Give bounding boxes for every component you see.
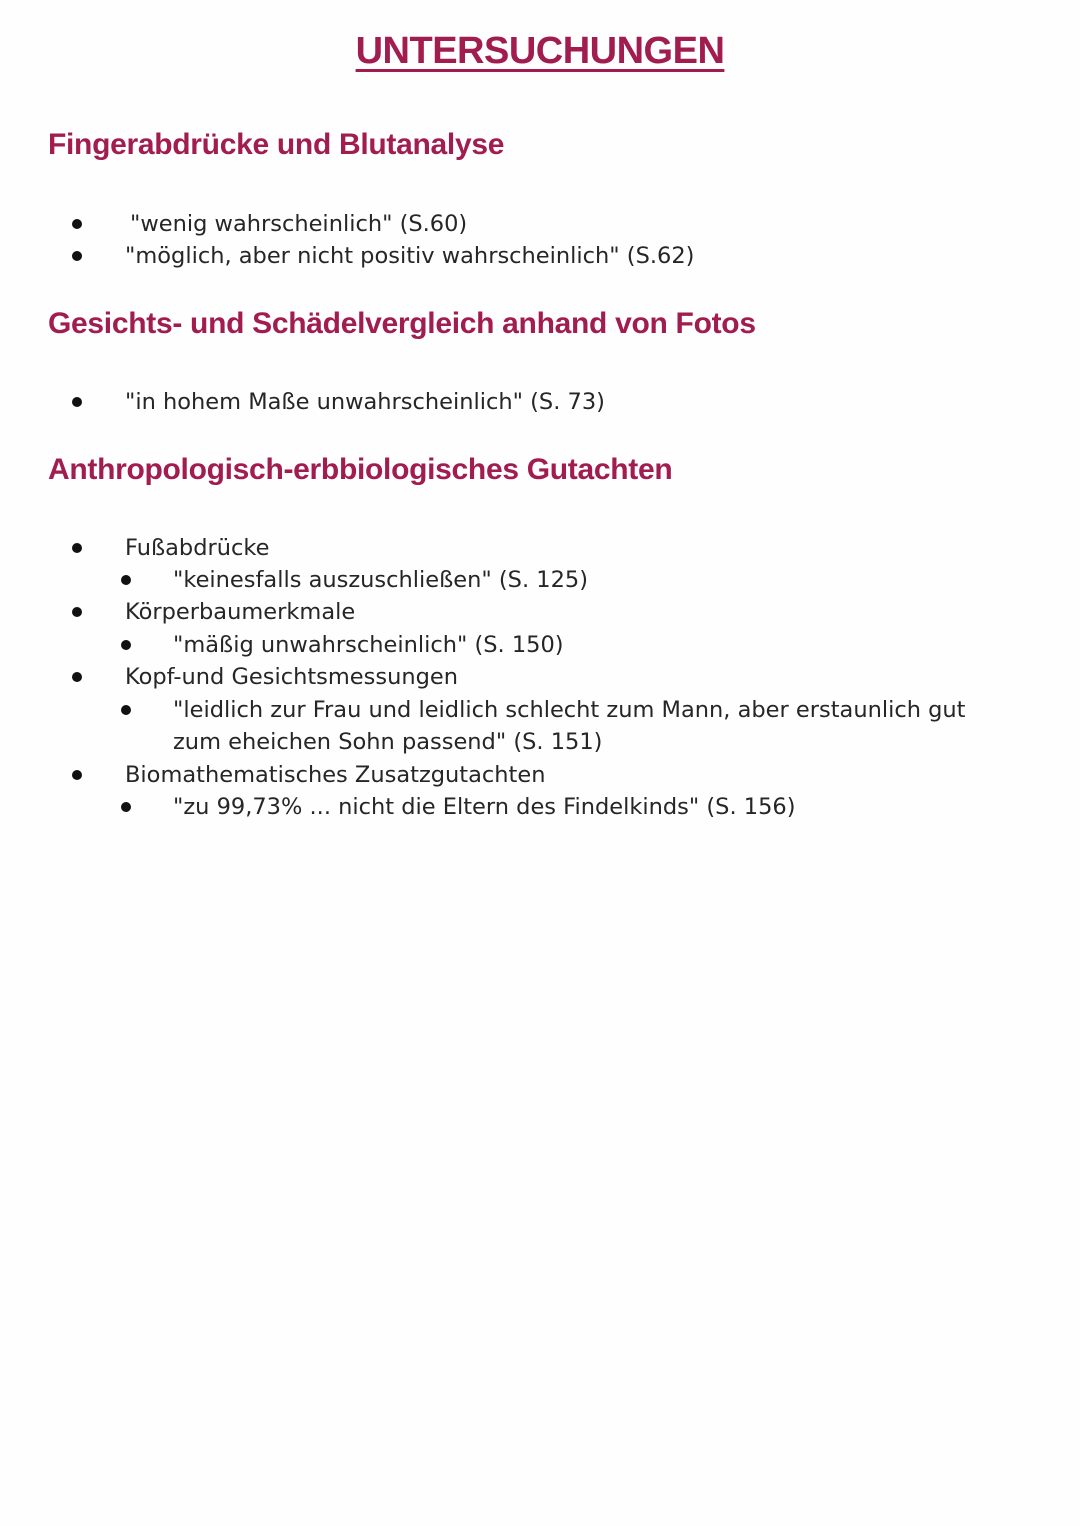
bullet-icon: [72, 397, 82, 407]
bullet-icon: [72, 219, 82, 229]
sub-bullet-icon: [121, 802, 131, 812]
list-item: "wenig wahrscheinlich" (S.60): [130, 211, 468, 237]
list-item: Kopf-und Gesichtsmessungen: [125, 664, 458, 690]
list-item: "in hohem Maße unwahrscheinlich" (S. 73): [125, 389, 605, 415]
sub-bullet-icon: [121, 575, 131, 585]
list-item: Biomathematisches Zusatzgutachten: [125, 762, 546, 788]
bullet-icon: [72, 607, 82, 617]
sub-list-item: "mäßig unwahrscheinlich" (S. 150): [173, 632, 564, 658]
section-heading-anthropological: Anthropologisch-erbbiologisches Gutachten: [48, 453, 673, 486]
bullet-icon: [72, 543, 82, 553]
section-heading-face-comparison: Gesichts- und Schädelvergleich anhand von Fotos: [48, 307, 756, 340]
list-item: Fußabdrücke: [125, 535, 270, 561]
bullet-icon: [72, 251, 82, 261]
sub-bullet-icon: [121, 640, 131, 650]
bullet-icon: [72, 770, 82, 780]
sub-list-item: "zu 99,73% ... nicht die Eltern des Findelkinds" (S. 156): [173, 794, 796, 820]
list-item: Körperbaumerkmale: [125, 599, 356, 625]
list-item: "möglich, aber nicht positiv wahrscheinlich" (S.62): [125, 243, 695, 269]
page-title: UNTERSUCHUNGEN: [355, 30, 725, 72]
section-heading-fingerprints: Fingerabdrücke und Blutanalyse: [48, 128, 505, 161]
sub-list-item: "leidlich zur Frau und leidlich schlecht zum Mann, aber erstaunlich gut zum eheichen Sohn passend" (S. 151): [173, 697, 966, 755]
bullet-icon: [72, 672, 82, 682]
sub-bullet-icon: [121, 705, 131, 715]
sub-list-item: "keinesfalls auszuschließen" (S. 125): [173, 567, 588, 593]
